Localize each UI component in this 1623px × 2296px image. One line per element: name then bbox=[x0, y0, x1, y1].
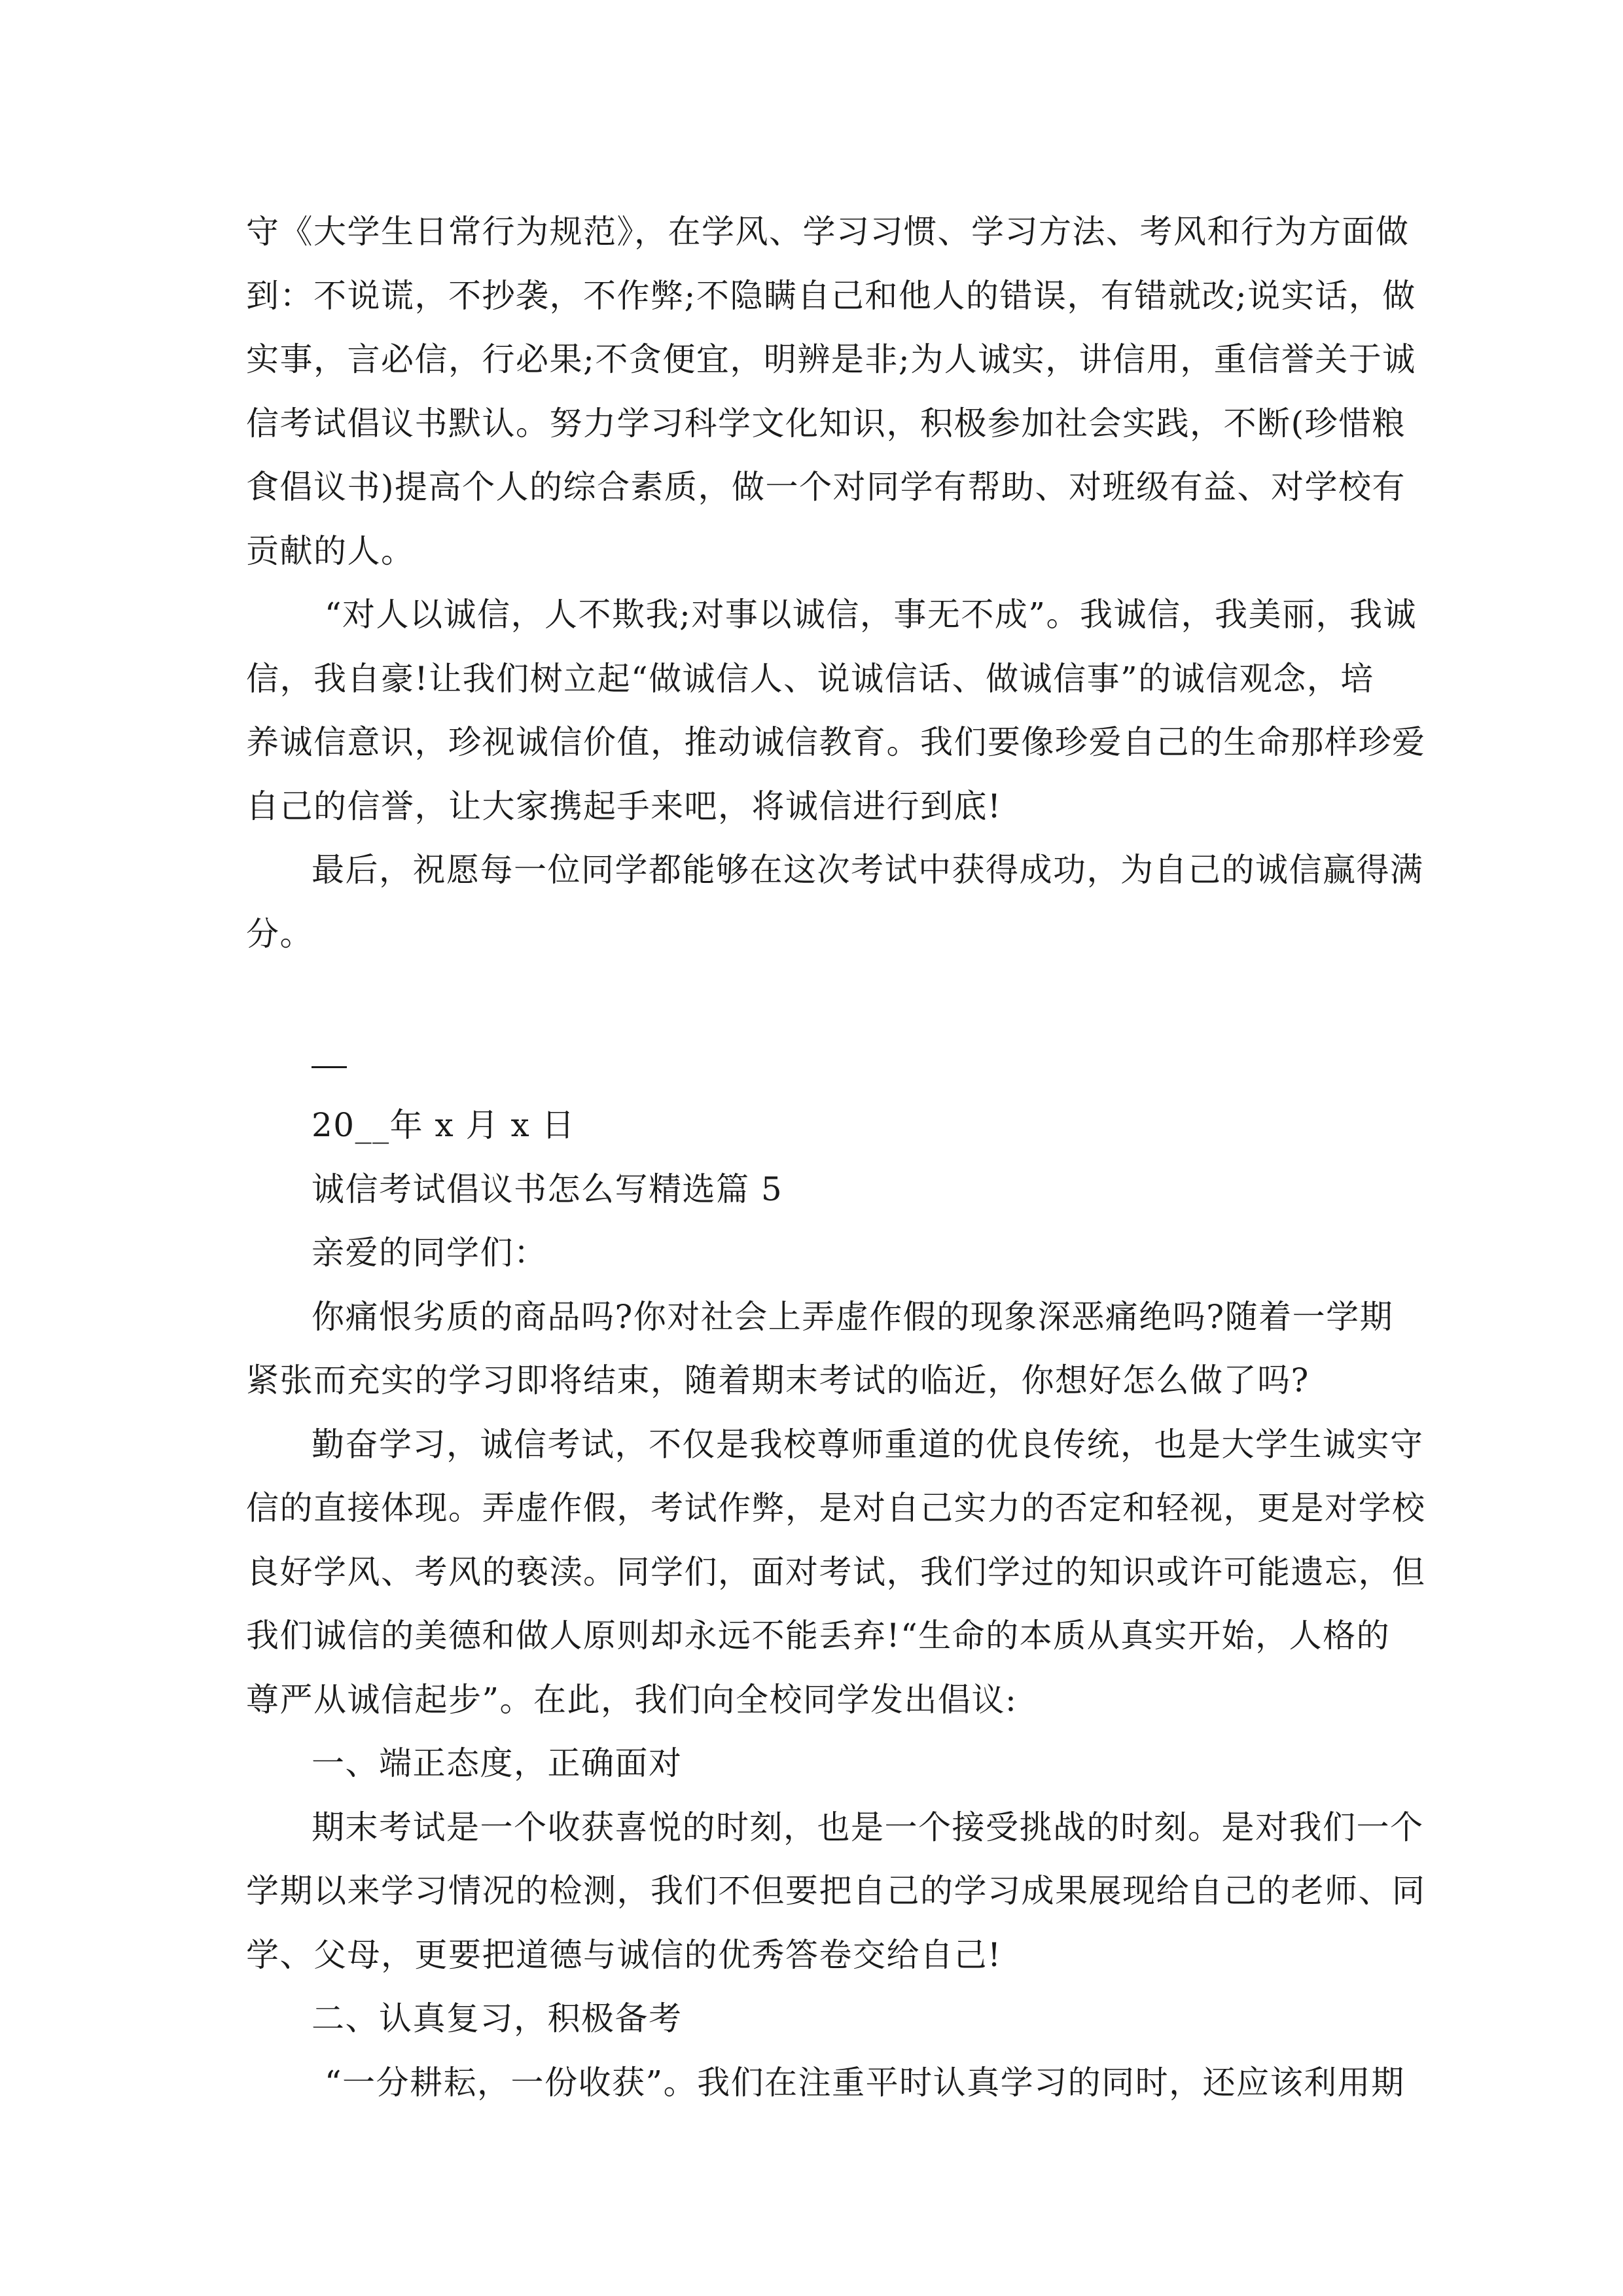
subheading: 二、认真复习，积极备考 bbox=[312, 2000, 683, 2037]
paragraph-start: 期末考试是一个收获喜悦的时刻，也是一个接受挑战的时刻。是对我们一个 bbox=[312, 1808, 1424, 1846]
date-line: 20__年 x 月 x 日 bbox=[312, 1106, 576, 1144]
text-line: 良好学风、考风的亵渎。同学们，面对考试，我们学过的知识或许可能遗忘，但 bbox=[246, 1552, 1426, 1591]
salutation: 亲爱的同学们： bbox=[312, 1234, 548, 1272]
text-line: 养诚信意识，珍视诚信价值，推动诚信教育。我们要像珍爱自己的生命那样珍爱 bbox=[246, 723, 1426, 761]
text-line: 信，我自豪!让我们树立起“做诚信人、说诚信话、做诚信事”的诚信观念，培 bbox=[246, 659, 1374, 698]
paragraph-start: 你痛恨劣质的商品吗?你对社会上弄虚作假的现象深恶痛绝吗?随着一学期 bbox=[312, 1297, 1394, 1336]
text-line: 实事，言必信，行必果;不贪便宜，明辨是非;为人诚实，讲信用，重信誉关于诚 bbox=[246, 340, 1416, 378]
paragraph-start: “对人以诚信，人不欺我;对事以诚信，事无不成”。我诚信，我美丽，我诚 bbox=[325, 596, 1417, 634]
signature-line bbox=[246, 1030, 1378, 1094]
document-body bbox=[246, 200, 1426, 2115]
signature-rule bbox=[312, 1066, 347, 1068]
subheading: 一、端正态度，正确面对 bbox=[312, 1744, 683, 1782]
text-line: 学期以来学习情况的检测，我们不但要把自己的学习成果展现给自己的老师、同 bbox=[246, 1872, 1426, 1910]
text-line: 到：不说谎，不抄袭，不作弊;不隐瞒自己和他人的错误，有错就改;说实话，做 bbox=[246, 276, 1416, 315]
text-line: 学、父母，更要把道德与诚信的优秀答卷交给自己! bbox=[246, 1935, 1002, 1974]
text-line: 信的直接体现。弄虚作假，考试作弊，是对自己实力的否定和轻视，更是对学校 bbox=[246, 1489, 1426, 1527]
paragraph-start: 最后，祝愿每一位同学都能够在这次考试中获得成功，为自己的诚信赢得满 bbox=[312, 851, 1424, 889]
paragraph-start: “一分耕耘，一份收获”。我们在注重平时认真学习的同时，还应该利用期 bbox=[325, 2063, 1405, 2102]
text-line: 信考试倡议书默认。努力学习科学文化知识，积极参加社会实践，不断(珍惜粮 bbox=[246, 404, 1406, 442]
paragraph-start: 勤奋学习，诚信考试，不仅是我校尊师重道的优良传统，也是大学生诚实守 bbox=[312, 1425, 1424, 1463]
text-line: 我们诚信的美德和做人原则却永远不能丢弃!“生命的本质从真实开始，人格的 bbox=[246, 1617, 1391, 1655]
spacer bbox=[246, 966, 1378, 1030]
text-line: 紧张而充实的学习即将结束，随着期末考试的临近，你想好怎么做了吗? bbox=[246, 1361, 1310, 1399]
text-line: 贡献的人。 bbox=[246, 531, 415, 570]
section-title: 诚信考试倡议书怎么写精选篇 5 bbox=[312, 1170, 783, 1208]
text-line: 分。 bbox=[246, 914, 313, 953]
text-line: 尊严从诚信起步”。在此，我们向全校同学发出倡议: bbox=[246, 1680, 1018, 1719]
text-line: 自己的信誉，让大家携起手来吧，将诚信进行到底! bbox=[246, 787, 1002, 825]
text-line: 守《大学生日常行为规范》，在学风、学习习惯、学习方法、考风和行为方面做 bbox=[246, 213, 1410, 251]
text-line: 食倡议书)提高个人的综合素质，做一个对同学有帮助、对班级有益、对学校有 bbox=[246, 468, 1406, 506]
